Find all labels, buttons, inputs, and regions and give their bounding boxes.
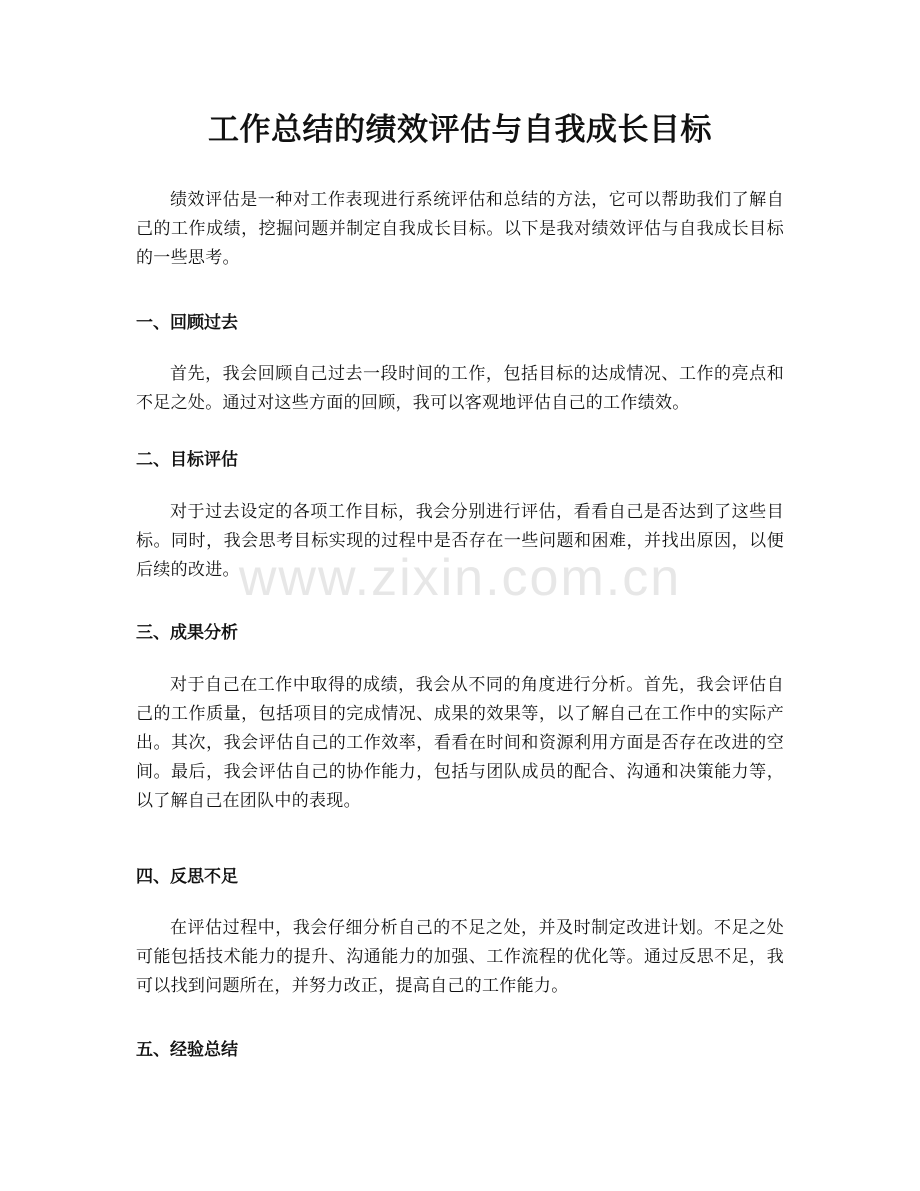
intro-paragraph: 绩效评估是一种对工作表现进行系统评估和总结的方法，它可以帮助我们了解自己的工作成绩，挖掘问题并制定自我成长目标。以下是我对绩效评估与自我成长目标的一些思考。 [136,190,784,268]
section-heading-reflect-shortcomings: 四、反思不足 [136,867,238,887]
document-title: 工作总结的绩效评估与自我成长目标 [208,112,712,148]
watermark: www.zixin.com.cn [238,549,682,607]
section-heading-goal-evaluation: 二、目标评估 [136,450,238,470]
section-heading-results-analysis: 三、成果分析 [136,623,238,643]
section-body-reflect-shortcomings: 在评估过程中，我会仔细分析自己的不足之处，并及时制定改进计划。不足之处可能包括技术能力的提升、沟通能力的加强、工作流程的优化等。通过反思不足，我可以找到问题所在，并努力改正，提高自己的工作能力。 [136,918,784,996]
section-heading-review-past: 一、回顾过去 [136,313,238,333]
section-body-review-past: 首先，我会回顾自己过去一段时间的工作，包括目标的达成情况、工作的亮点和不足之处。通过对这些方面的回顾，我可以客观地评估自己的工作绩效。 [136,364,784,413]
section-heading-experience-summary: 五、经验总结 [136,1040,238,1060]
section-body-results-analysis: 对于自己在工作中取得的成绩，我会从不同的角度进行分析。首先，我会评估自己的工作质量，包括项目的完成情况、成果的效果等，以了解自己在工作中的实际产出。其次，我会评估自己的工作效率，看看在时间和资源利用方面是否存在改进的空间。最后，我会评估自己的协作能力，包括与团队成员的配合、沟通和决策能力等，以了解自己在团队中的表现。 [136,675,784,811]
section-body-goal-evaluation: 对于过去设定的各项工作目标，我会分别进行评估，看看自己是否达到了这些目标。同时，我会思考目标实现的过程中是否存在一些问题和困难，并找出原因，以便后续的改进。 [136,502,784,580]
